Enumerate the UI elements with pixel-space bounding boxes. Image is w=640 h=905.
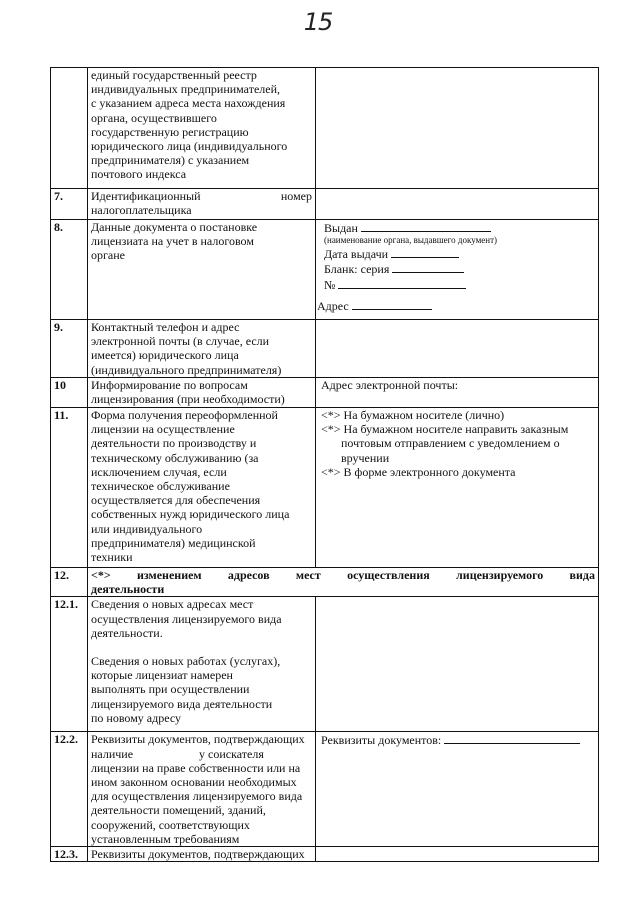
email-address-label: Адрес электронной почты:: [321, 378, 459, 392]
number-label: №: [324, 277, 336, 292]
row-value-cell: [316, 189, 599, 220]
text-line: с указанием адреса места нахождения: [91, 96, 286, 111]
number-line: [316, 277, 595, 292]
text-line: Сведения о новых адресах мест: [91, 597, 254, 612]
row-value-cell: [316, 68, 599, 189]
row-description-cell: [88, 189, 316, 220]
row-description-cell: [88, 220, 316, 320]
row-number-cell: [51, 68, 88, 189]
issued-label: Выдан: [324, 221, 358, 235]
row-number: 8.: [51, 220, 88, 320]
page-number: 15: [303, 8, 333, 36]
table-row: [51, 68, 599, 189]
text-line: лицензирования (при необходимости): [91, 392, 285, 407]
heading-word: <*>: [91, 568, 111, 582]
text-line: (индивидуального предпринимателя): [91, 362, 282, 377]
text-line: предпринимателя) с указанием: [91, 153, 250, 168]
text-line: Сведения о новых работах (услугах),: [91, 654, 281, 669]
issue-date-field[interactable]: [391, 246, 459, 258]
option-paper-by-mail-continued: почтовым отправлением с уведомлением о: [341, 436, 560, 451]
text-line: Реквизиты документов, подтверждающих: [91, 732, 305, 747]
text-line: юридического лица (индивидуального: [91, 139, 288, 154]
option-paper-in-person[interactable]: <*> На бумажном носителе (лично): [321, 408, 505, 422]
text-line: единый государственный реестр: [91, 68, 257, 82]
text-line: налогоплательщика: [91, 203, 192, 218]
option-paper-by-mail[interactable]: <*> На бумажном носителе направить заказным: [321, 422, 569, 437]
text-line: электронной почты (в случае, если: [91, 334, 270, 349]
table-row: [51, 189, 599, 220]
text-line: Контактный телефон и адрес: [91, 320, 240, 334]
blank-series-label: Бланк: серия: [324, 262, 390, 277]
text-line: [91, 189, 312, 203]
heading-word: мест: [295, 568, 321, 582]
text-line: или индивидуального: [91, 521, 203, 536]
text-line: сооружений, соответствующих: [91, 817, 250, 832]
table-row: [51, 320, 599, 378]
table-row: [51, 568, 599, 597]
issuer-note: (наименование органа, выдавшего документ): [324, 235, 498, 246]
row-number: 7.: [51, 189, 88, 220]
documents-label: Реквизиты документов:: [321, 733, 442, 748]
row-description-cell: [88, 408, 316, 568]
row-number: 12.2.: [51, 732, 88, 847]
text-line: осуществления лицензируемого вида: [91, 611, 282, 626]
issue-date-line: [316, 246, 595, 261]
text-line: индивидуальных предпринимателей,: [91, 82, 280, 97]
row-value-cell: [316, 597, 599, 732]
text-fragment: у соискателя: [199, 746, 264, 761]
documents-line: [319, 732, 595, 747]
text-line: техническое обслуживание: [91, 479, 230, 494]
text-line: техники: [91, 550, 133, 565]
heading-word: адресов: [227, 568, 270, 582]
text-line: почтового индекса: [91, 167, 187, 182]
row-value-cell: [316, 732, 599, 847]
license-form-table: [50, 67, 599, 862]
row-value-cell: [316, 847, 599, 862]
row-value-cell: [316, 408, 599, 568]
text-line: деятельности по производству и: [91, 436, 257, 451]
text-line: собственных нужд юридического лица: [91, 507, 290, 522]
text-fragment: Идентификационный: [91, 189, 201, 203]
option-electronic-document[interactable]: <*> В форме электронного документа: [321, 464, 516, 479]
text-line: техническому обслуживанию (за: [91, 450, 259, 465]
table-row: [51, 847, 599, 862]
row-number: 11.: [51, 408, 88, 568]
text-line: лицензии на осуществление: [91, 422, 235, 437]
table-row: [51, 408, 599, 568]
row-description-cell: [88, 732, 316, 847]
row-value-cell: [316, 378, 599, 408]
text-line: органа, осуществившего: [91, 110, 217, 125]
issue-date-label: Дата выдачи: [324, 247, 389, 262]
text-line: Форма получения переоформленной: [91, 408, 278, 422]
text-line: Информирование по вопросам: [91, 378, 248, 392]
table-row: [51, 732, 599, 847]
section-heading-line: [91, 568, 595, 582]
table-row: [51, 378, 599, 408]
text-fragment: наличие: [91, 746, 134, 761]
row-number: 10: [51, 378, 88, 408]
row-number: 12.: [51, 568, 88, 597]
text-line: ином законном основании необходимых: [91, 775, 297, 790]
text-line: [91, 747, 312, 761]
row-description-cell: [88, 68, 316, 189]
row-number: 12.3.: [51, 847, 88, 862]
issued-field[interactable]: [361, 220, 491, 232]
text-line: выполнять при осуществлении: [91, 682, 250, 697]
row-description-cell: [88, 320, 316, 378]
text-line: которые лицензиат намерен: [91, 668, 233, 683]
text-line: деятельности.: [91, 625, 163, 640]
row-value-cell: [316, 320, 599, 378]
row-description-cell: [88, 378, 316, 408]
text-fragment: номер: [280, 189, 312, 203]
heading-word: вида: [569, 568, 595, 582]
text-line: для осуществления лицензируемого вида: [91, 789, 303, 804]
section-heading-line: деятельности: [91, 582, 165, 597]
row-value-cell: [316, 220, 599, 320]
text-line: Реквизиты документов, подтверждающих: [91, 847, 305, 862]
row-number: 12.1.: [51, 597, 88, 732]
row-description-cell: [88, 597, 316, 732]
heading-word: изменением: [136, 568, 202, 582]
text-line: лицензии на праве собственности или на: [91, 760, 301, 775]
text-line: предпринимателя) медицинской: [91, 535, 256, 550]
row-description-cell: [88, 847, 316, 862]
text-line: осуществляется для обеспечения: [91, 493, 261, 508]
text-line: лицензиата на учет в налоговом: [91, 234, 254, 249]
table-row: [51, 220, 599, 320]
text-line: имеется) юридического лица: [91, 348, 239, 363]
documents-field[interactable]: [444, 732, 580, 744]
row-number: 9.: [51, 320, 88, 378]
option-paper-by-mail-continued: вручении: [341, 450, 390, 465]
text-line: деятельности помещений, зданий,: [91, 803, 266, 818]
text-line: по новому адресу: [91, 710, 182, 725]
table-row: [51, 597, 599, 732]
text-line: органе: [91, 248, 125, 263]
text-line: установленным требованиям: [91, 831, 240, 846]
address-line: [316, 298, 595, 313]
section-heading-cell: [88, 568, 599, 597]
address-field[interactable]: [352, 298, 432, 310]
issued-line: [316, 220, 595, 235]
text-line: Данные документа о постановке: [91, 220, 258, 234]
text-line: государственную регистрацию: [91, 124, 249, 139]
blank-series-field[interactable]: [392, 261, 464, 273]
address-label: Адрес: [317, 298, 349, 313]
heading-word: лицензируемого: [456, 568, 544, 582]
text-line: исключением случая, если: [91, 464, 227, 479]
text-line: лицензируемого вида деятельности: [91, 696, 273, 711]
number-field[interactable]: [338, 277, 466, 289]
blank-series-line: [316, 261, 595, 276]
heading-word: осуществления: [347, 568, 430, 582]
